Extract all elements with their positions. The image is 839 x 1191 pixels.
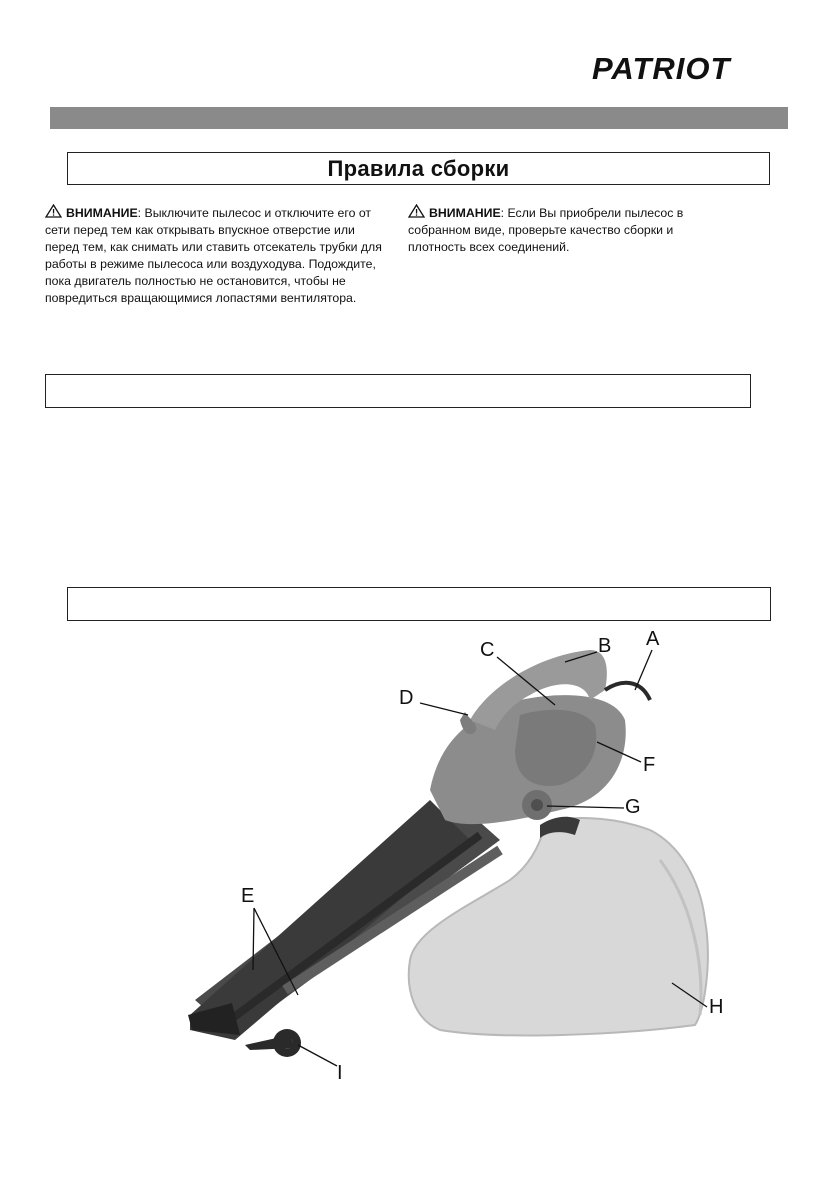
callout-c: C — [480, 639, 495, 661]
callout-b: B — [598, 635, 612, 657]
section-title: Правила сборки — [327, 155, 510, 181]
warning-text: : Выключите пылесос и отключите его от сети перед тем как открывать впускное отверстие или перед тем, как снимать или ставить отсекатель трубки для работы в режиме пылесоса или воздуходува. Подождите, пока двигатель полностью не остановится, чтобы не повредиться вращающимися лопастями вентилятора. — [45, 206, 382, 305]
warning-right — [408, 204, 728, 256]
patriot-logo — [592, 50, 770, 86]
callout-i: I — [337, 1062, 343, 1084]
empty-heading-box — [45, 374, 751, 408]
callout-e: E — [241, 885, 255, 907]
callout-a: A — [646, 628, 660, 650]
callout-f: F — [643, 754, 656, 776]
warning-label: ВНИМАНИЕ — [66, 206, 138, 220]
callout-d: D — [399, 687, 414, 709]
section-title-box — [67, 152, 770, 185]
warning-icon — [45, 204, 62, 218]
svg-text:PATRIOT: PATRIOT — [592, 51, 731, 86]
blower-vacuum-illustration — [0, 620, 839, 1100]
warning-label: ВНИМАНИЕ — [429, 206, 501, 220]
empty-figure-heading-box — [67, 587, 771, 621]
callout-g: G — [625, 796, 641, 818]
callout-h: H — [709, 996, 724, 1018]
warning-icon — [408, 204, 425, 218]
warning-left — [45, 204, 390, 307]
power-cord — [605, 683, 650, 700]
header-bar — [50, 107, 788, 129]
warning-text: : Если Вы приобрели пылесос в собранном виде, проверьте качество сборки и плотность всех соединений. — [408, 206, 684, 254]
